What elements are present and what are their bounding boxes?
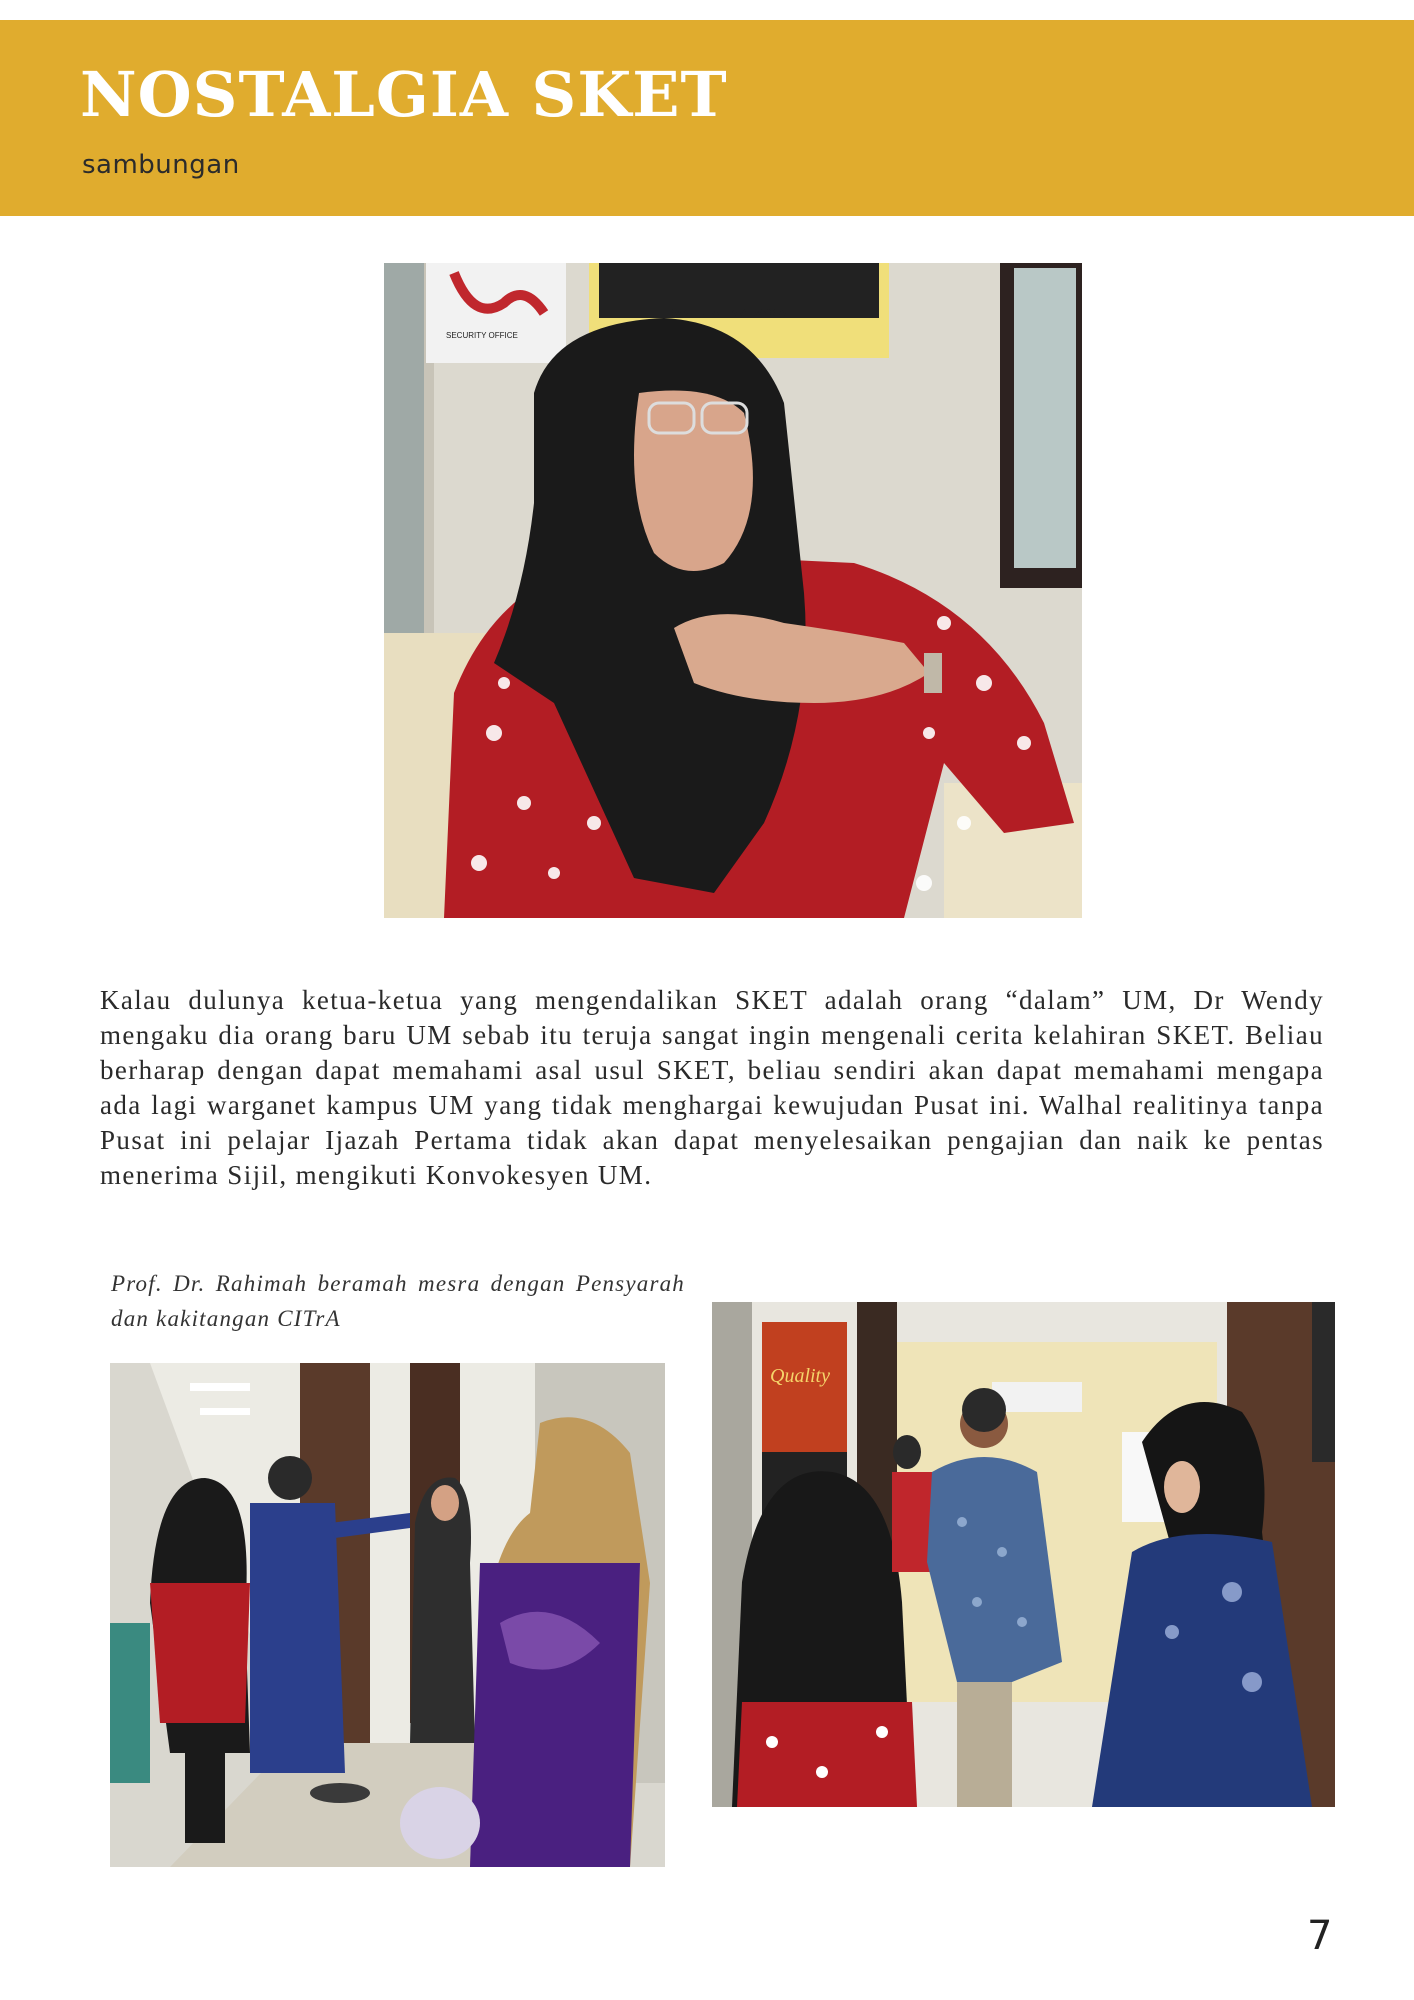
page-title: NOSTALGIA SKET [80,58,728,131]
poster-bantulah: BANTULAH MALAYSIA [666,307,787,319]
poster-security-office: SECURITY OFFICE [446,331,518,340]
group-photo-left [110,1363,665,1867]
page-number: 7 [1307,1913,1333,1959]
portrait-photo [384,263,1082,918]
page-subtitle: sambungan [82,150,240,180]
poster-quality: Quality [770,1365,830,1387]
article-body: Kalau dulunya ketua-ketua yang mengendalikan SKET adalah orang “dalam” UM, Dr Wendy mengaku dia orang baru UM sebab itu teruja sangat ingin mengenali cerita kelahiran SKET. Beliau berharap dengan dapat memahami asal usul SKET, beliau sendiri akan dapat memahami mengapa ada lagi warganet kampus UM yang tidak menghargai kewujudan Pusat ini. Walhal realitinya tanpa Pusat ini pelajar Ijazah Pertama tidak akan dapat menyelesaikan pengajian dan naik ke pentas menerima Sijil, mengikuti Konvokesyen UM. [100,985,1324,1190]
group-photo-right [712,1302,1335,1807]
photo-caption: Prof. Dr. Rahimah beramah mesra dengan Pensyarah dan kakitangan CITrA [111,1271,685,1331]
